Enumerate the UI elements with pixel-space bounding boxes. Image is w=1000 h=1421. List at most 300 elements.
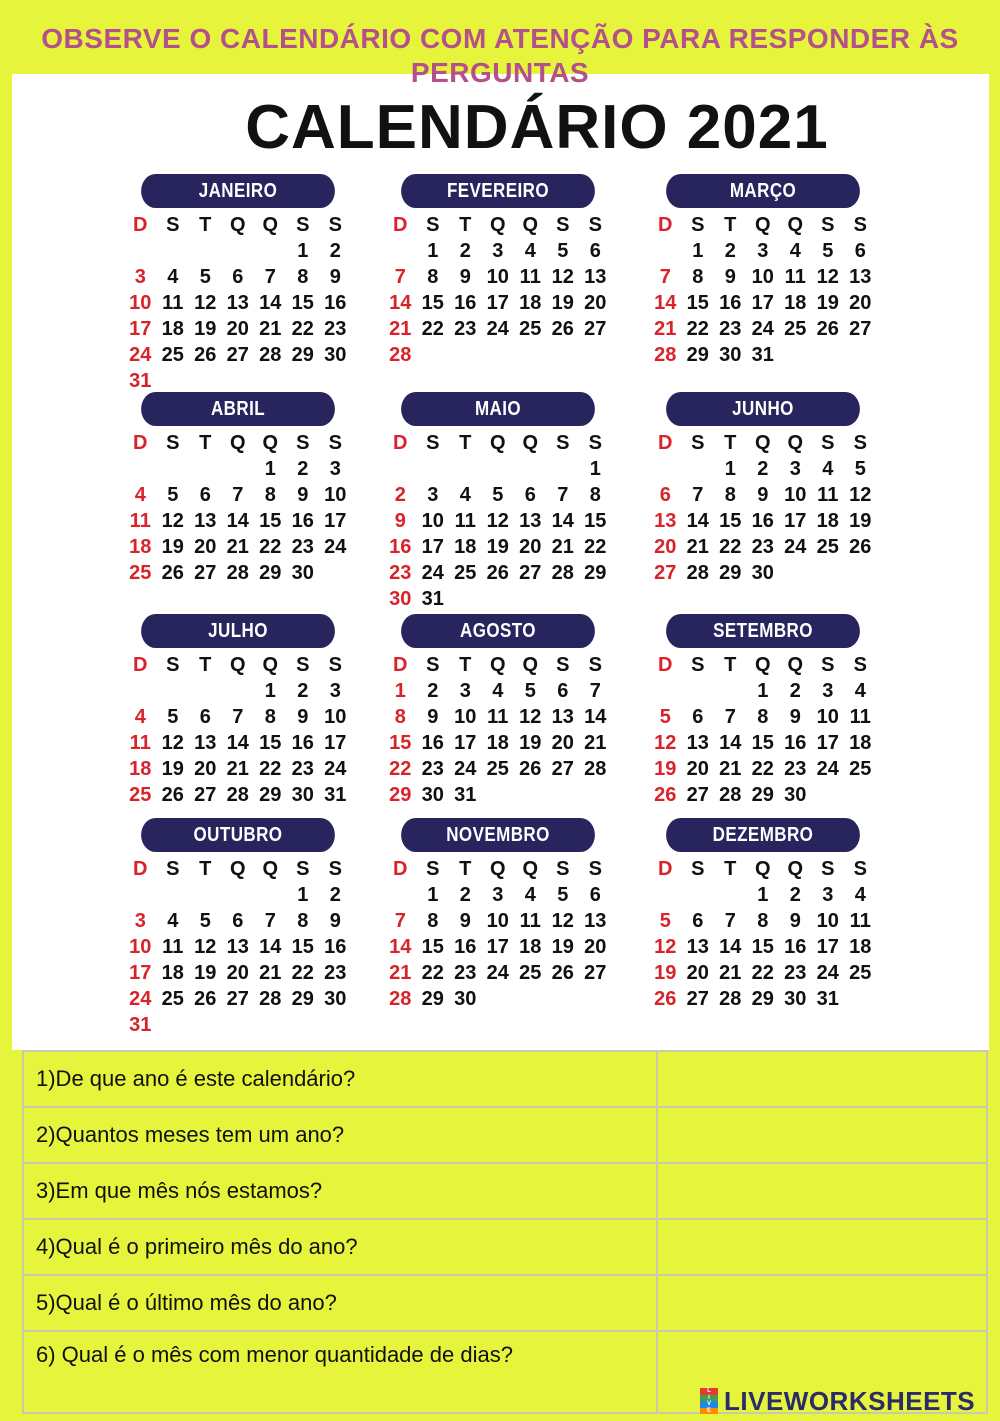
day-number: 10 [129,292,152,314]
day-number: 28 [719,784,742,806]
day-number: 13 [654,510,677,532]
empty-day [384,456,417,482]
day-number: 8 [724,484,736,506]
day-number: 29 [389,784,412,806]
week-row [384,342,612,368]
day-number: 8 [297,910,309,932]
day-number: 22 [421,962,444,984]
day-number: 24 [816,758,839,780]
empty-day [649,882,682,908]
empty-day [514,342,547,368]
empty-day [547,986,580,1012]
empty-day [482,782,515,808]
day-number: 3 [757,240,769,262]
day-number: 26 [654,784,677,806]
empty-day [222,1012,255,1038]
week-row [124,908,352,934]
day-number: 17 [454,732,477,754]
day-number: 10 [486,266,509,288]
day-number: 24 [816,962,839,984]
day-number: 8 [394,706,406,728]
week-row [384,560,612,586]
week-row [124,678,352,704]
question-text: 3)Em que mês nós estamos? [23,1163,657,1219]
day-number: 12 [551,910,574,932]
logo-letter: L [700,1388,718,1395]
weekday-label: D [393,654,408,676]
empty-day [189,456,222,482]
day-number: 16 [454,936,477,958]
week-row [384,456,612,482]
day-number: 1 [264,680,276,702]
day-number: 9 [757,484,769,506]
day-number: 25 [161,988,184,1010]
day-number: 24 [454,758,477,780]
day-number: 25 [161,344,184,366]
day-number: 21 [654,318,677,340]
question-row [23,1163,987,1219]
empty-day [222,456,255,482]
weekday-label: Q [787,654,804,676]
day-number: 17 [486,936,509,958]
answer-field[interactable] [657,1163,987,1219]
day-number: 9 [459,266,471,288]
day-number: 30 [291,784,314,806]
weekday-label: Q [754,432,771,454]
weekday-header-row [384,212,612,238]
day-number: 10 [751,266,774,288]
empty-day [189,238,222,264]
empty-day [682,678,715,704]
weekday-label: S [296,654,310,676]
day-number: 19 [816,292,839,314]
day-number: 15 [421,292,444,314]
day-number: 27 [686,988,709,1010]
day-number: 7 [394,266,406,288]
day-number: 31 [421,588,444,610]
month-name: JUNHO [666,392,860,426]
logo-letter: I [700,1395,718,1402]
day-number: 5 [167,706,179,728]
day-number: 12 [161,732,184,754]
weekday-header-row [649,856,877,882]
answer-field[interactable] [657,1275,987,1331]
empty-day [812,342,845,368]
weekday-label: Q [489,654,506,676]
week-row [384,934,612,960]
day-number: 18 [486,732,509,754]
day-number: 4 [167,910,179,932]
empty-day [157,1012,190,1038]
day-number: 14 [686,510,709,532]
day-number: 6 [692,910,704,932]
day-number: 13 [584,266,607,288]
day-number: 21 [389,318,412,340]
day-number: 4 [492,680,504,702]
day-number: 25 [849,758,872,780]
day-number: 28 [389,344,412,366]
weekday-label: Q [229,432,246,454]
day-number: 11 [849,910,871,932]
weekday-label: T [199,432,212,454]
month-name: JULHO [141,614,335,648]
day-number: 3 [329,458,341,480]
day-number: 7 [724,706,736,728]
day-number: 5 [524,680,536,702]
day-number: 17 [751,292,774,314]
day-number: 13 [194,732,217,754]
empty-day [579,986,612,1012]
day-number: 1 [297,240,309,262]
week-row [649,934,877,960]
day-number: 19 [519,732,542,754]
day-number: 30 [421,784,444,806]
weekday-label: T [724,214,737,236]
week-row [124,704,352,730]
empty-day [649,238,682,264]
week-row [384,960,612,986]
day-number: 12 [551,266,574,288]
weekday-label: D [133,214,148,236]
weekday-label: S [588,432,602,454]
weekday-label: T [724,654,737,676]
empty-day [222,678,255,704]
day-number: 9 [789,706,801,728]
weekday-label: T [199,654,212,676]
empty-day [124,678,157,704]
day-number: 17 [784,510,807,532]
answer-field[interactable] [657,1107,987,1163]
day-number: 7 [232,484,244,506]
empty-day [417,456,450,482]
empty-day [547,782,580,808]
day-number: 8 [427,266,439,288]
answer-field[interactable] [657,1219,987,1275]
day-number: 28 [226,562,249,584]
day-number: 1 [724,458,736,480]
day-number: 5 [167,484,179,506]
day-number: 28 [259,344,282,366]
day-number: 8 [264,484,276,506]
day-number: 14 [226,510,249,532]
empty-day [844,782,877,808]
day-number: 12 [194,292,217,314]
day-number: 18 [129,536,152,558]
day-number: 11 [519,266,541,288]
weekday-label: T [199,214,212,236]
day-number: 24 [486,962,509,984]
day-number: 15 [259,510,282,532]
empty-day [124,238,157,264]
day-number: 5 [659,910,671,932]
instruction-text: OBSERVE O CALENDÁRIO COM ATENÇÃO PARA RESPONDER ÀS PERGUNTAS [41,23,959,88]
weekday-label: T [459,858,472,880]
day-number: 8 [757,910,769,932]
day-number: 18 [849,936,872,958]
answer-field[interactable] [657,1051,987,1107]
day-number: 4 [789,240,801,262]
weekday-label: Q [787,432,804,454]
day-number: 10 [816,706,839,728]
day-number: 29 [259,784,282,806]
day-number: 24 [324,536,347,558]
empty-day [812,782,845,808]
month-name: JANEIRO [141,174,335,208]
day-number: 9 [297,706,309,728]
day-number: 14 [259,292,282,314]
day-number: 9 [329,910,341,932]
empty-day [449,456,482,482]
weekday-label: S [691,214,705,236]
week-row [124,756,352,782]
day-number: 1 [427,884,439,906]
day-number: 13 [686,732,709,754]
weekday-label: S [588,654,602,676]
day-number: 15 [389,732,412,754]
day-number: 18 [454,536,477,558]
empty-day [682,456,715,482]
day-number: 31 [454,784,477,806]
empty-day [124,456,157,482]
week-row [649,456,877,482]
day-number: 12 [816,266,839,288]
day-number: 22 [259,758,282,780]
empty-day [579,342,612,368]
day-number: 5 [199,910,211,932]
day-number: 12 [486,510,509,532]
day-number: 16 [389,536,412,558]
day-number: 19 [551,936,574,958]
day-number: 6 [589,240,601,262]
week-row [124,534,352,560]
empty-day [157,238,190,264]
weekday-label: Q [754,858,771,880]
weekday-label: Q [522,858,539,880]
month-6 [649,392,877,586]
day-number: 2 [394,484,406,506]
empty-day [482,986,515,1012]
day-number: 6 [854,240,866,262]
weekday-label: S [166,858,180,880]
day-number: 27 [226,344,249,366]
empty-day [649,456,682,482]
day-number: 9 [459,910,471,932]
empty-day [844,986,877,1012]
weekday-label: Q [262,214,279,236]
empty-day [682,882,715,908]
day-number: 23 [421,758,444,780]
day-number: 17 [421,536,444,558]
weekday-label: S [166,214,180,236]
question-text: 5)Qual é o último mês do ano? [23,1275,657,1331]
empty-day [844,560,877,586]
empty-day [189,678,222,704]
day-number: 21 [389,962,412,984]
empty-day [714,678,747,704]
day-number: 3 [492,884,504,906]
day-number: 1 [297,884,309,906]
day-number: 8 [297,266,309,288]
day-number: 24 [751,318,774,340]
day-number: 27 [654,562,677,584]
day-number: 8 [757,706,769,728]
day-number: 27 [584,962,607,984]
month-10 [124,818,352,1038]
day-number: 28 [686,562,709,584]
day-number: 31 [816,988,839,1010]
liveworksheets-logo-icon [700,1388,718,1414]
week-row [124,730,352,756]
day-number: 3 [822,680,834,702]
day-number: 20 [584,936,607,958]
day-number: 15 [751,936,774,958]
day-number: 22 [291,318,314,340]
empty-day [579,586,612,612]
day-number: 31 [129,1014,152,1036]
day-number: 15 [259,732,282,754]
week-row [124,960,352,986]
weekday-label: D [393,214,408,236]
day-number: 15 [291,292,314,314]
weekday-label: D [658,654,673,676]
day-number: 13 [226,292,249,314]
weekday-label: Q [229,654,246,676]
week-row [649,986,877,1012]
day-number: 11 [849,706,871,728]
day-number: 19 [486,536,509,558]
weekday-label: S [556,654,570,676]
calendar-sheet [12,74,989,1050]
day-number: 11 [454,510,476,532]
day-number: 13 [849,266,872,288]
empty-day [714,882,747,908]
month-7 [124,614,352,808]
logo-letter: V [700,1401,718,1408]
day-number: 13 [519,510,542,532]
weekday-label: D [393,432,408,454]
month-5 [384,392,612,612]
day-number: 26 [816,318,839,340]
day-number: 21 [259,318,282,340]
weekday-label: Q [262,654,279,676]
question-text: 1)De que ano é este calendário? [23,1051,657,1107]
day-number: 20 [194,758,217,780]
weekday-label: T [199,858,212,880]
day-number: 4 [134,706,146,728]
weekday-label: D [133,654,148,676]
day-number: 25 [129,784,152,806]
day-number: 27 [551,758,574,780]
day-number: 3 [822,884,834,906]
week-row [649,882,877,908]
day-number: 21 [551,536,574,558]
day-number: 20 [849,292,872,314]
question-text: 2)Quantos meses tem um ano? [23,1107,657,1163]
day-number: 21 [719,758,742,780]
day-number: 12 [654,732,677,754]
day-number: 21 [226,536,249,558]
question-row [23,1051,987,1107]
month-12 [649,818,877,1012]
day-number: 13 [226,936,249,958]
day-number: 4 [167,266,179,288]
week-row [124,882,352,908]
empty-day [482,586,515,612]
day-number: 11 [817,484,839,506]
day-number: 28 [226,784,249,806]
weekday-label: Q [229,214,246,236]
empty-day [287,1012,320,1038]
month-name: MARÇO [666,174,860,208]
empty-day [514,986,547,1012]
day-number: 30 [291,562,314,584]
day-number: 26 [849,536,872,558]
day-number: 26 [551,962,574,984]
empty-day [222,238,255,264]
weekday-label: D [393,858,408,880]
day-number: 5 [557,884,569,906]
day-number: 25 [519,962,542,984]
weekday-label: D [133,858,148,880]
week-row [649,730,877,756]
day-number: 7 [659,266,671,288]
month-2 [384,174,612,368]
day-number: 4 [854,884,866,906]
day-number: 6 [199,706,211,728]
week-row [649,342,877,368]
empty-day [287,368,320,394]
day-number: 2 [297,680,309,702]
weekday-label: Q [754,214,771,236]
empty-day [189,882,222,908]
weekday-label: S [166,432,180,454]
day-number: 11 [129,732,151,754]
day-number: 2 [789,680,801,702]
week-row [649,264,877,290]
week-row [124,508,352,534]
day-number: 20 [686,962,709,984]
weekday-label: S [328,858,342,880]
empty-day [254,882,287,908]
day-number: 22 [389,758,412,780]
day-number: 21 [259,962,282,984]
day-number: 7 [692,484,704,506]
week-row [649,960,877,986]
day-number: 24 [486,318,509,340]
weekday-label: S [328,432,342,454]
weekday-label: S [588,858,602,880]
weekday-label: Q [754,654,771,676]
week-row [124,782,352,808]
day-number: 23 [454,962,477,984]
empty-day [547,456,580,482]
weekday-label: S [821,654,835,676]
week-row [649,756,877,782]
empty-day [547,342,580,368]
day-number: 17 [129,318,152,340]
day-number: 16 [719,292,742,314]
weekday-label: T [724,858,737,880]
day-number: 20 [584,292,607,314]
day-number: 24 [421,562,444,584]
week-row [384,730,612,756]
week-row [649,482,877,508]
day-number: 3 [134,910,146,932]
day-number: 14 [389,936,412,958]
month-name: OUTUBRO [141,818,335,852]
empty-day [157,456,190,482]
empty-day [319,560,352,586]
